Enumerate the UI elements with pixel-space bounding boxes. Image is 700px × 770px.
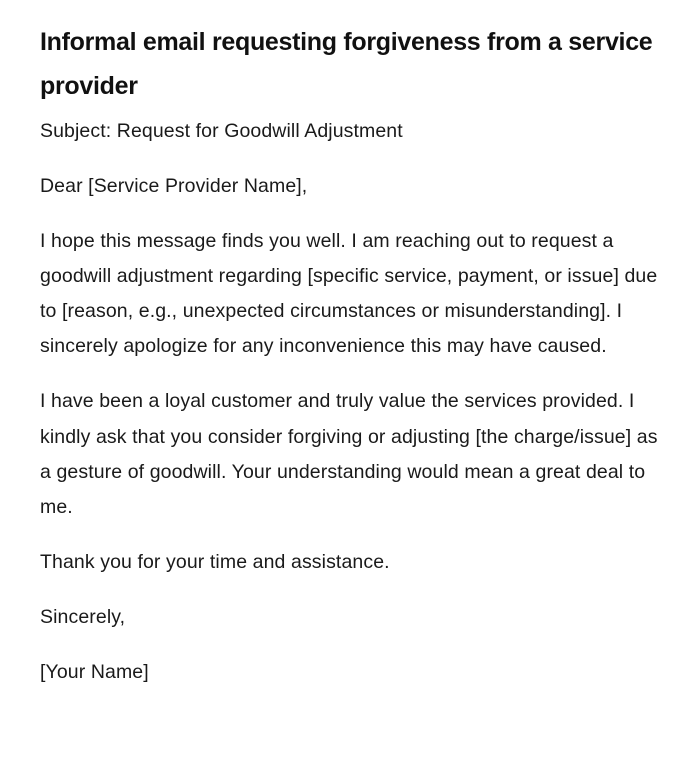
page-title: Informal email requesting forgiveness from a service provider <box>40 28 653 100</box>
email-greeting: Dear [Service Provider Name], <box>40 174 308 197</box>
email-signature: [Your Name] <box>40 660 149 683</box>
email-subject: Subject: Request for Goodwill Adjustment <box>40 120 403 142</box>
email-closing: Sincerely, <box>40 605 126 628</box>
email-body-paragraph-1: I hope this message finds you well. I am reaching out to request a goodwill adjustment regarding [specific service, payment, or issue] due to [reason, e.g., unexpected circumstances or misunderstanding]. I sincerely apologize for any inconvenience this may have caused. <box>40 229 658 358</box>
email-body-paragraph-2: I have been a loyal customer and truly value the services provided. I kindly ask that you consider forgiving or adjusting [the charge/issue] as a gesture of goodwill. Your understanding would mean a great deal to me. <box>40 390 658 519</box>
email-thanks: Thank you for your time and assistance. <box>40 550 390 573</box>
